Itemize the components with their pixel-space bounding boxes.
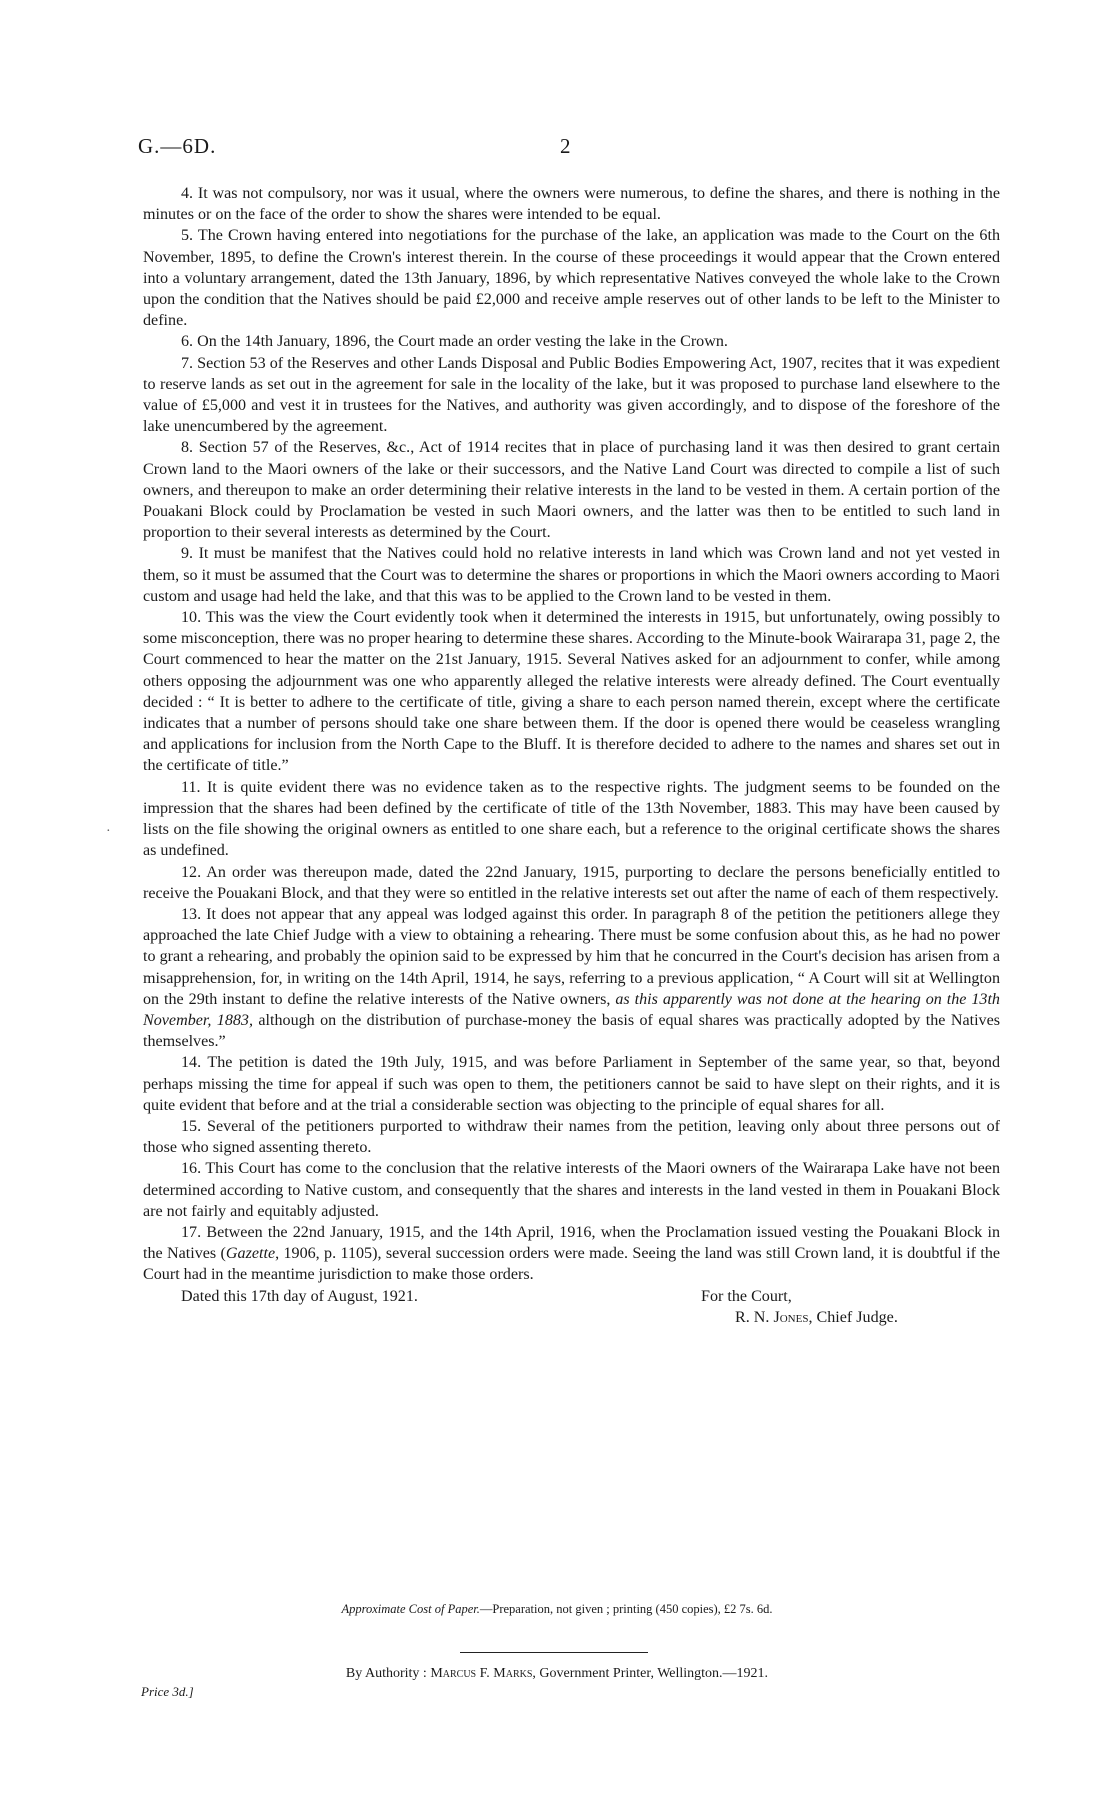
divider — [460, 1652, 648, 1653]
imprint-prefix: By Authority : — [345, 1666, 431, 1681]
paragraph-6: 6. On the 14th January, 1896, the Court made an order vesting the lake in the Crown. — [181, 333, 728, 351]
paragraph-7: 7. Section 53 of the Reserves and other Lands Disposal and Public Bodies Empowering Act, 1907, recites that it was expedient to reserve lands as set out in the agreement for sale in the locality of the lake, but it was proposed to purchase land elsewhere to the value of £5,000 and vest it in trustees for the Natives, and authority was given accordingly, and to dispose of the foreshore of the lake unencumbered by the agreement. — [143, 354, 1000, 436]
cost-text: —Preparation, not given ; printing (450 copies), £2 7s. 6d. — [479, 1602, 773, 1616]
paragraph-17 — [143, 1222, 1000, 1286]
paragraph-13 — [143, 904, 1000, 1052]
paragraph-4: 4. It was not compulsory, nor was it usual, where the owners were numerous, to define the shares, and there is nothing in the minutes or on the face of the order to show the shares were intended to be equal. — [143, 185, 1000, 224]
paragraph-13-tail: although on the distribution of purchase-money the basis of equal shares was practically adopted by the Natives themselves.” — [143, 1011, 1000, 1051]
paragraph-15: 15. Several of the petitioners purported to withdraw their names from the petition, leaving only about three persons out of those who signed assenting thereto. — [143, 1117, 1000, 1157]
dated-line: Dated this 17th day of August, 1921. — [181, 1287, 418, 1305]
cost-of-paper — [0, 1602, 1114, 1617]
paragraph-17-italic: Gazette — [225, 1245, 276, 1263]
paragraph-17-text: 17. Between the 22nd January, 1915, and the 14th April, 1916, when the Proclamation issued vesting the Pouakani Block in the Natives ( — [143, 1223, 1000, 1263]
printer-imprint — [0, 1666, 1114, 1682]
imprint-suffix: , Government Printer, Wellington.—1921. — [532, 1666, 769, 1681]
document-reference: G.—6D. — [138, 134, 217, 158]
price: Price 3d.] — [141, 1684, 194, 1699]
paragraph-8: 8. Section 57 of the Reserves, &c., Act of 1914 recites that in place of purchasing land it was then desired to grant certain Crown land to the Maori owners of the lake or their successors, and the Native Land Court was directed to compile a list of such owners, and thereupon to make an order determining their relative interests in the land to be vested in them. A certain portion of the Pouakani Block could by Proclamation be vested in such Maori owners, and the latter was then to be entitled to such land in proportion to their several interests as determined by the Court. — [143, 439, 1000, 542]
judge-name: R. N. Jones — [735, 1308, 809, 1326]
paragraph-11: 11. It is quite evident there was no evidence taken as to the respective rights. The judgment seems to be founded on the impression that the shares had been defined by the certificate of title of the 13th November, 1883. This may have been caused by lists on the file showing the original owners as entitled to one share each, but a reference to the original certificate shows the shares as undefined. — [143, 778, 1000, 860]
paragraph-10: 10. This was the view the Court evidently took when it determined the interests in 1915, but unfortunately, owing possibly to some misconception, there was no proper hearing to determine these shares. According to the Minute-book Wairarapa 31, page 2, the Court commenced to hear the matter on the 21st January, 1915. Several Natives asked for an adjournment to confer, while among others opposing the adjournment was one who apparently alleged the relative interests were already defined. The Court eventually decided : “ It is better to adhere to the certificate of title, giving a share to each person named therein, except where the certificate indicates that a number of persons should take one share between them. If the door is opened there would be ceaseless wrangling and applications for inclusion from the North Cape to the Bluff. It is therefore decided to adhere to the names and shares set out in the certificate of title.” — [143, 609, 1000, 775]
paragraph-17-tail: , 1906, p. 1105), several succession orders were made. Seeing the land was still Crown land, it is doubtful if the Court had in the meantime jurisdiction to make those orders. — [143, 1245, 1001, 1284]
page-number: 2 — [560, 134, 571, 158]
paragraph-9: 9. It must be manifest that the Natives could hold no relative interests in land which was Crown land and not yet vested in them, so it must be assumed that the Court was to determine the shares or proportions in which the Maori owners according to Maori custom and usage had held the lake, and that this was to be applied to the Crown land to be vested in them. — [143, 545, 1000, 605]
signature-block — [143, 1286, 1000, 1330]
paragraph-12: 12. An order was thereupon made, dated the 22nd January, 1915, purporting to declare the persons beneficially entitled to receive the Pouakani Block, and that they were so entitled in the relative interests set out after the name of each of them respectively. — [143, 863, 1000, 902]
margin-mark: · — [106, 824, 111, 839]
paragraph-13-italic: as this apparently was not done at the hearing on the 13th November, 1883, — [143, 990, 1000, 1029]
for-the-court: For the Court, — [701, 1287, 792, 1305]
judge-title: , Chief Judge. — [808, 1308, 898, 1326]
paragraph-5: 5. The Crown having entered into negotiations for the purchase of the lake, an application was made to the Court on the 6th November, 1895, to define the Crown's interest therein. In the course of these proceedings it would appear that the Crown entered into a voluntary arrangement, dated the 13th January, 1896, by which representative Natives conveyed the whole lake to the Crown upon the condition that the Natives should be paid £2,000 and receive ample reserves out of other lands to be left to the Minister to define. — [143, 227, 1000, 330]
paragraph-16: 16. This Court has come to the conclusion that the relative interests of the Maori owners of the Wairarapa Lake have not been determined according to Native custom, and consequently that the shares and interests in the land vested in them in Pouakani Block are not fairly and equitably adjusted. — [143, 1160, 1000, 1220]
document-body — [143, 183, 1000, 1330]
judge-signature — [735, 1307, 898, 1328]
paragraph-14: 14. The petition is dated the 19th July, 1915, and was before Parliament in September of the same year, so that, beyond perhaps missing the time for appeal if such was open to them, the petitioners cannot be said to have slept on their rights, and it is quite evident that before and at the trial a considerable section was objecting to the principle of equal shares for all. — [143, 1054, 1000, 1114]
paragraph-13-text: 13. It does not appear that any appeal was lodged against this order. In paragraph 8 of the petition the petitioners allege they approached the late Chief Judge with a view to obtaining a rehearing. There must be some confusion about this, as he had no power to grant a rehearing, and probably the opinion said to be expressed by him that he concurred in the Court's decision has arisen from a misapprehension, for, in writing on the 14th April, 1914, he says, referring to a previous application, “ A Court will sit at Wellington on the 29th instant to define the relative interests of the Native owners, — [143, 905, 1000, 1008]
printer-name: Marcus F. Marks — [430, 1666, 533, 1681]
cost-label: Approximate Cost of Paper. — [341, 1602, 480, 1616]
